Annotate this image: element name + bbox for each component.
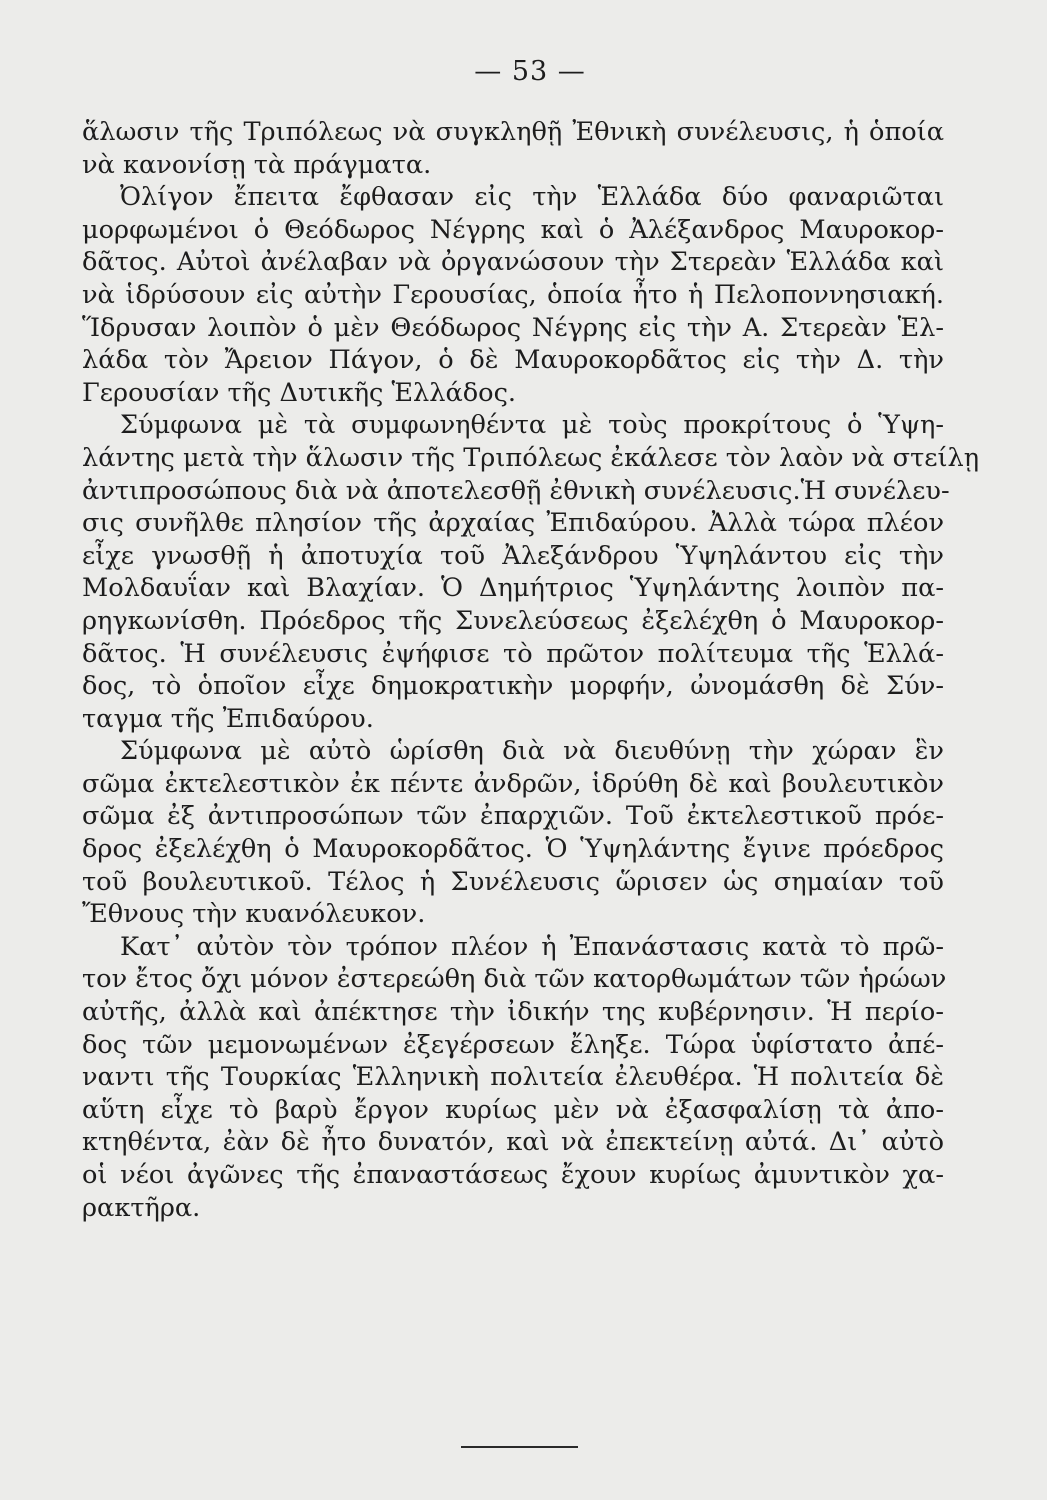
- text-line: δος, τὸ ὁποῖον εἶχε δημοκρατικὴν μορφήν, ὠνομάσθη δὲ Σύν-: [82, 671, 944, 702]
- text-line: δρος ἐξελέχθη ὁ Μαυροκορδᾶτος. Ὁ Ὑψηλάντης ἔγινε πρόεδρος: [82, 834, 944, 865]
- text-line: ἀντιπροσώπους διὰ νὰ ἀποτελεσθῇ ἐθνικὴ συνέλευσις.Ἡ συνέλευ-: [82, 475, 950, 506]
- text-line: ταγμα τῆς Ἐπιδαύρου.: [82, 703, 374, 734]
- text-line: τον ἔτος ὄχι μόνον ἐστερεώθη διὰ τῶν κατορθωμάτων τῶν ἡρώων: [82, 964, 947, 995]
- text-line: νὰ ἱδρύσουν εἰς αὐτὴν Γερουσίας, ὁποία ἦτο ἡ Πελοποννησιακή.: [82, 279, 944, 310]
- text-line: ρηγκωνίσθη. Πρόεδρος τῆς Συνελεύσεως ἐξελέχθη ὁ Μαυροκορ-: [82, 605, 944, 636]
- text-line: Μολδαυΐαν καὶ Βλαχίαν. Ὁ Δημήτριος Ὑψηλάντης λοιπὸν πα-: [82, 573, 944, 604]
- text-line: αὕτη εἶχε τὸ βαρὺ ἔργον κυρίως μὲν νὰ ἐξασφαλίσῃ τὰ ἀπο-: [82, 1094, 944, 1125]
- text-line: τοῦ βουλευτικοῦ. Τέλος ἡ Συνέλευσις ὥρισεν ὡς σημαίαν τοῦ: [82, 866, 944, 897]
- text-line: λάντης μετὰ τὴν ἅλωσιν τῆς Τριπόλεως ἐκάλεσε τὸν λαὸν νὰ στείλῃ: [82, 442, 980, 473]
- body-text: [82, 116, 980, 1224]
- text-line: σῶμα ἐκτελεστικὸν ἐκ πέντε ἀνδρῶν, ἱδρύθη δὲ καὶ βουλευτικὸν: [82, 768, 944, 799]
- page-number: — 53 —: [474, 56, 586, 87]
- text-line: κτηθέντα, ἐὰν δὲ ἦτο δυνατόν, καὶ νὰ ἐπεκτείνῃ αὐτά. Δι᾿ αὐτὸ: [82, 1127, 944, 1158]
- text-line: δος τῶν μεμονωμένων ἐξεγέρσεων ἔληξε. Τώρα ὑφίστατο ἀπέ-: [82, 1029, 944, 1060]
- text-line: Γερουσίαν τῆς Δυτικῆς Ἑλλάδος.: [82, 377, 517, 408]
- text-line: οἱ νέοι ἀγῶνες τῆς ἐπαναστάσεως ἔχουν κυρίως ἀμυντικὸν χα-: [82, 1160, 944, 1190]
- text-line: Σύμφωνα μὲ τὰ συμφωνηθέντα μὲ τοὺς προκρίτους ὁ Ὑψη-: [120, 410, 944, 441]
- end-rule: [461, 1446, 578, 1448]
- text-line: Ἔθνους τὴν κυανόλευκον.: [82, 899, 426, 930]
- text-line: λάδα τὸν Ἄρειον Πάγον, ὁ δὲ Μαυροκορδᾶτος εἰς τὴν Δ. τὴν: [82, 345, 944, 376]
- text-line: αὐτῆς, ἀλλὰ καὶ ἀπέκτησε τὴν ἰδικήν της κυβέρνησιν. Ἡ περίο-: [82, 997, 944, 1028]
- text-line: Ὀλίγον ἔπειτα ἔφθασαν εἰς τὴν Ἑλλάδα δύο φαναριῶται: [120, 182, 944, 213]
- text-line: δᾶτος. Ἡ συνέλευσις ἐψήφισε τὸ πρῶτον πολίτευμα τῆς Ἑλλά-: [82, 638, 944, 669]
- text-line: νὰ κανονίσῃ τὰ πράγματα.: [82, 149, 432, 180]
- text-line: σῶμα ἐξ ἀντιπροσώπων τῶν ἐπαρχιῶν. Τοῦ ἐκτελεστικοῦ πρόε-: [82, 801, 944, 832]
- text-line: Ἵδρυσαν λοιπὸν ὁ μὲν Θεόδωρος Νέγρης εἰς τὴν Α. Στερεὰν Ἑλ-: [82, 312, 944, 343]
- text-line: Κατ᾿ αὐτὸν τὸν τρόπον πλέον ἡ Ἐπανάστασις κατὰ τὸ πρῶ-: [120, 931, 944, 962]
- text-line: Σύμφωνα μὲ αὐτὸ ὡρίσθη διὰ νὰ διευθύνῃ τὴν χώραν ἓν: [120, 736, 944, 767]
- text-line: ἅλωσιν τῆς Τριπόλεως νὰ συγκληθῇ Ἐθνικὴ συνέλευσις, ἡ ὁποία: [82, 117, 944, 147]
- text-line: ναντι τῆς Τουρκίας Ἑλληνικὴ πολιτεία ἐλευθέρα. Ἡ πολιτεία δὲ: [82, 1062, 944, 1093]
- text-line: μορφωμένοι ὁ Θεόδωρος Νέγρης καὶ ὁ Ἀλέξανδρος Μαυροκορ-: [82, 214, 944, 245]
- text-line: εἶχε γνωσθῇ ἡ ἀποτυχία τοῦ Ἀλεξάνδρου Ὑψηλάντου εἰς τὴν: [82, 540, 944, 571]
- text-line: δᾶτος. Αὐτοὶ ἀνέλαβαν νὰ ὀργανώσουν τὴν Στερεὰν Ἑλλάδα καὶ: [82, 247, 944, 278]
- text-line: ρακτῆρα.: [82, 1192, 201, 1223]
- text-line: σις συνῆλθε πλησίον τῆς ἀρχαίας Ἐπιδαύρου. Ἀλλὰ τώρα πλέον: [82, 508, 944, 539]
